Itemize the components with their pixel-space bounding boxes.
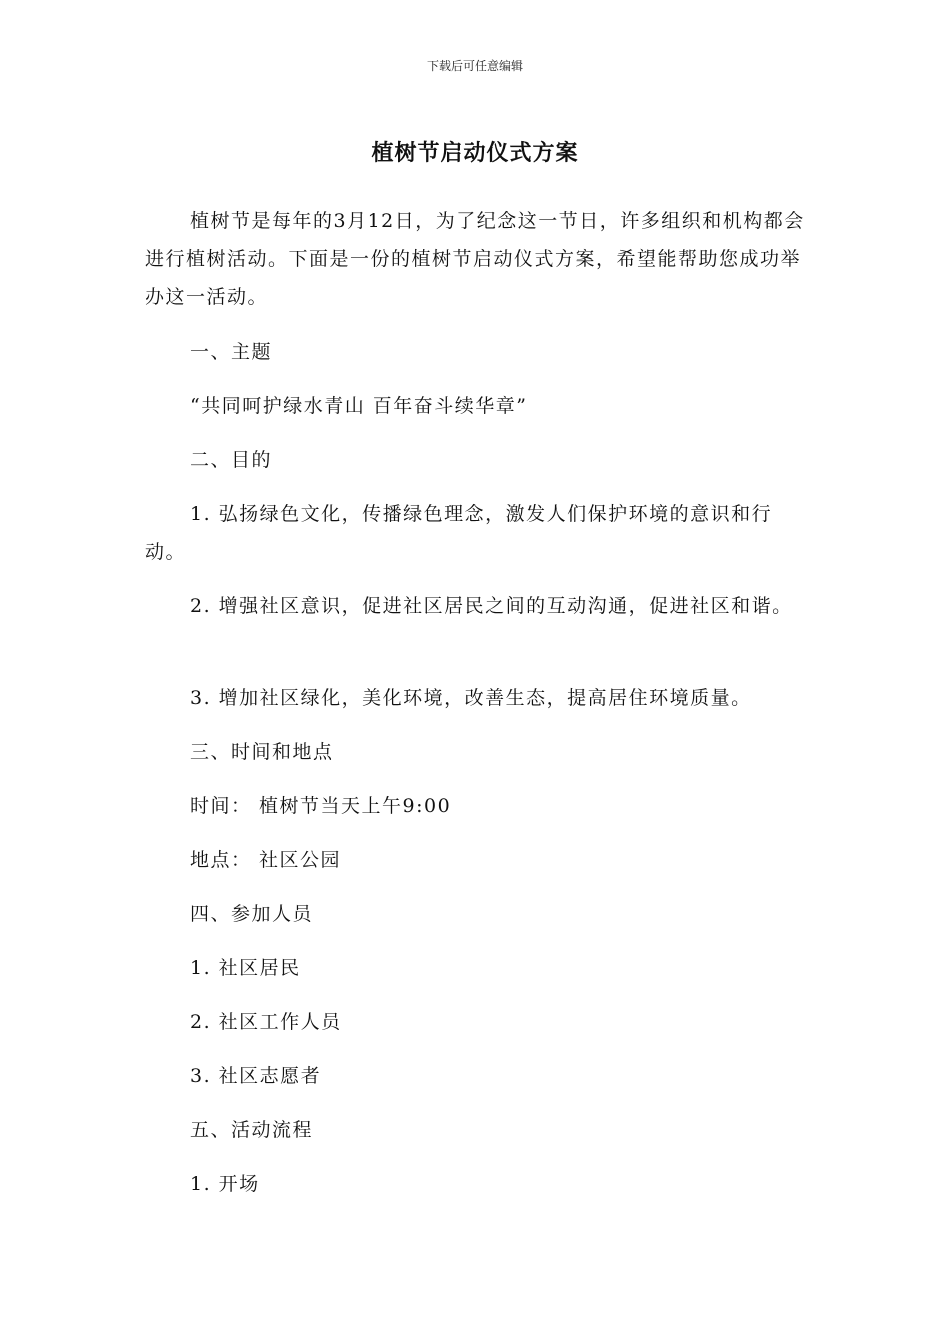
document-title: 植树节启动仪式方案 — [371, 141, 579, 166]
participant-item-3: 3. 社区志愿者 — [190, 1065, 322, 1087]
participant-item-2: 2. 社区工作人员 — [190, 1011, 342, 1033]
process-heading: 五、活动流程 — [190, 1119, 314, 1141]
place-line: 地点： 社区公园 — [190, 849, 342, 871]
intro-paragraph: 植树节是每年的3月12日，为了纪念这一节日，许多组织和机构都会进行植树活动。下面是一份的植树节启动仪式方案，希望能帮助您成功举办这一活动。 — [145, 210, 805, 308]
header-note: 下载后可任意编辑 — [426, 59, 523, 73]
purpose-heading: 二、目的 — [190, 449, 273, 471]
time-place-heading: 三、时间和地点 — [190, 741, 334, 763]
purpose-item-3: 3. 增加社区绿化，美化环境，改善生态，提高居住环境质量。 — [190, 687, 752, 709]
purpose-item-2: 2. 增强社区意识，促进社区居民之间的互动沟通，促进社区和谐。 — [190, 595, 793, 617]
theme-text: “共同呵护绿水青山 百年奋斗续华章” — [190, 395, 528, 417]
participant-item-1: 1. 社区居民 — [190, 957, 301, 979]
theme-heading: 一、主题 — [190, 341, 273, 363]
time-line: 时间： 植树节当天上午9:00 — [190, 795, 452, 817]
process-item-1: 1. 开场 — [190, 1173, 260, 1195]
participants-heading: 四、参加人员 — [190, 903, 314, 925]
purpose-item-1: 1. 弘扬绿色文化，传播绿色理念，激发人们保护环境的意识和行动。 — [145, 503, 773, 563]
